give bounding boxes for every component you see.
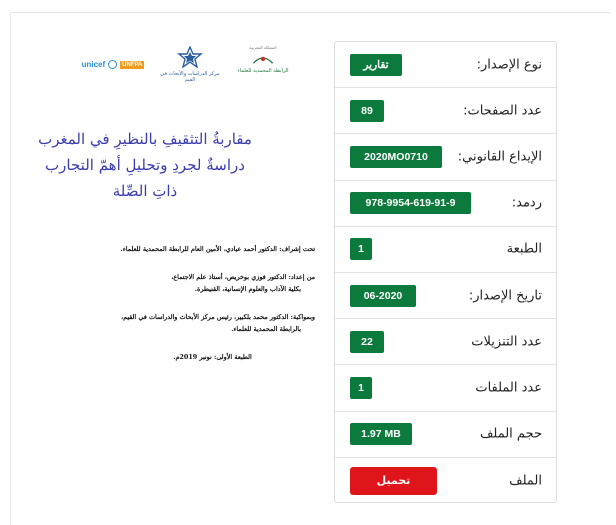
cover-coordination [40, 311, 315, 335]
info-value-badge: 06-2020 [350, 285, 416, 307]
info-value-badge: 1 [350, 238, 372, 260]
prepared-by-line2: بكلية الآداب والعلوم الإنسانية، القنيطرة. [194, 285, 301, 293]
info-row-type [335, 42, 556, 88]
info-value-badge: 2020MO0710 [350, 146, 442, 168]
info-row-release-date [335, 273, 556, 319]
info-row-files [335, 365, 556, 411]
info-value-badge: 22 [350, 331, 384, 353]
cover-logos [40, 46, 315, 84]
rabita-emblem-icon [248, 51, 278, 65]
prepared-by-line1: من إعداد: الدكتور فوزي بوخريص، أستاذ علم الاجتماع، [171, 273, 315, 281]
values-center-caption: مركز الدراسات والأبحاث في القيم [160, 71, 220, 83]
coordination-line1: وبمواكبة: الدكتور محمد بلكبير، رئيس مركز الأبحاث والدراسات في القيم، [121, 313, 315, 321]
info-row-downloads [335, 319, 556, 365]
info-label: ردمد: [511, 195, 542, 211]
info-value-badge: 978-9954-619-91-9 [350, 192, 471, 214]
unicef-wordmark: unicef [81, 60, 106, 69]
info-row-file-size [335, 412, 556, 458]
info-row-edition [335, 227, 556, 273]
rabita-logo [228, 46, 298, 80]
cover-title-line3: ذاتِ الصِّلة [112, 182, 178, 200]
info-value-badge: 1.97 MB [350, 423, 412, 445]
unfpa-wordmark: UNFPA [122, 61, 143, 68]
info-label: الملف [509, 473, 542, 489]
values-center-logo [155, 46, 225, 83]
info-label: حجم الملف [479, 426, 542, 442]
info-label: عدد الملفات [475, 380, 542, 396]
cover-prepared-by [40, 271, 315, 295]
rabita-caption: الرابطة المحمدية للعلماء [237, 68, 289, 75]
info-label: عدد التنزيلات [471, 334, 542, 350]
info-row-pages [335, 88, 556, 134]
cover-title-line1: مقاربةُ التثقيفِ بالنظيرِ في المغرب [38, 130, 252, 148]
cover-edition: الطبعة الأولى: نونبر 2019م. [173, 353, 252, 361]
un-emblem-icon [108, 60, 117, 69]
download-button[interactable]: تحميل [350, 467, 437, 495]
info-label: نوع الإصدار: [476, 57, 542, 73]
info-label: الإيداع القانوني: [457, 149, 542, 165]
info-row-file [335, 458, 556, 504]
info-value-badge: 1 [350, 377, 372, 399]
info-label: عدد الصفحات: [463, 103, 542, 119]
publication-info-table [334, 41, 557, 503]
info-row-legal-deposit [335, 134, 556, 180]
cover-supervision: تحت إشراف: الدكتور أحمد عبادي، الأمين العام للرابطة المحمدية للعلماء. [120, 245, 315, 253]
cover-title [30, 126, 260, 204]
cover-title-line2: دراسةٌ لجردِ وتحليلِ أهمّ التجارب [45, 156, 245, 174]
info-value-badge: تقارير [350, 54, 402, 76]
info-label: تاريخ الإصدار: [468, 288, 542, 304]
info-row-isbn [335, 181, 556, 227]
rabita-caption-top: المملكة المغربية [249, 45, 277, 50]
unicef-unfpa-logo [78, 60, 148, 94]
star-emblem-icon [175, 46, 205, 68]
info-label: الطبعة [506, 241, 542, 257]
cover-credits [40, 243, 315, 379]
info-value-badge: 89 [350, 100, 384, 122]
coordination-line2: بالرابطة المحمدية للعلماء. [231, 325, 301, 333]
book-cover [40, 38, 315, 398]
